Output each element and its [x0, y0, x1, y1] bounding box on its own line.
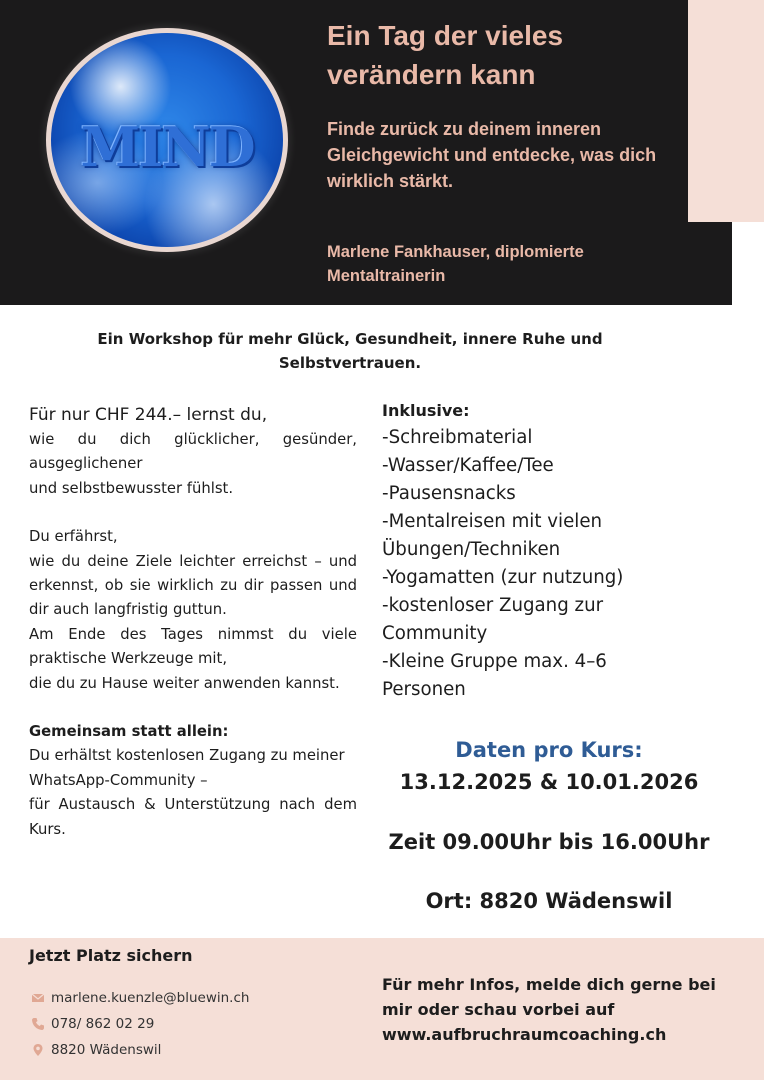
- location-text: 8820 Wädenswil: [51, 1042, 162, 1058]
- contact-location: [31, 1042, 161, 1058]
- more-info-text: Für mehr Infos, melde dich gerne bei mir oder schau vorbei auf www.aufbruchraumcoaching.ch: [382, 975, 716, 1044]
- learn-heading: Du erfährst,: [29, 528, 118, 546]
- community-heading: Gemeinsam statt allein:: [29, 723, 229, 741]
- dates-value: 13.12.2025 & 10.01.2026: [399, 770, 699, 794]
- place-info: Ort: 8820 Wädenswil: [425, 889, 673, 913]
- time-info: Zeit 09.00Uhr bis 16.00Uhr: [388, 830, 710, 854]
- included-list: [382, 424, 682, 704]
- benefit-text-end: und selbstbewusster fühlst.: [29, 479, 234, 497]
- location-pin-icon: [31, 1043, 45, 1057]
- list-item: -Schreibmaterial: [382, 427, 533, 448]
- workshop-intro: Ein Workshop für mehr Glück, Gesundheit, innere Ruhe und Selbstvertrauen.: [97, 330, 603, 372]
- included-column: [382, 398, 682, 704]
- cta-heading: Jetzt Platz sichern: [29, 946, 193, 965]
- dates-heading: Daten pro Kurs:: [455, 738, 643, 762]
- list-item: -Kleine Gruppe max. 4–6 Personen: [382, 651, 607, 700]
- contact-email[interactable]: [31, 990, 249, 1006]
- orb-logo-word: MIND: [80, 115, 254, 179]
- page-title: Ein Tag der vieles verändern kann: [327, 20, 564, 90]
- list-item: -Yogamatten (zur nutzung): [382, 567, 624, 588]
- hero-subtitle: Finde zurück zu deinem inneren Gleichgewicht und entdecke, was dich wirklich stärkt.: [327, 119, 657, 191]
- phone-icon: [31, 1017, 45, 1031]
- community-text-3: für Austausch & Unterstützung nach dem Kurs.: [29, 796, 357, 838]
- email-text: marlene.kuenzle@bluewin.ch: [51, 990, 250, 1006]
- benefit-text: wie du dich glücklicher, gesünder, ausgeglichener: [29, 431, 357, 473]
- mind-orb-logo: [46, 28, 288, 252]
- hero-accent-block: [688, 0, 764, 222]
- orb-sphere: [51, 33, 283, 247]
- community-text-2: WhatsApp-Community –: [29, 771, 208, 789]
- tools-text-end: die du zu Hause weiter anwenden kannst.: [29, 674, 340, 692]
- tools-text: Am Ende des Tages nimmst du viele praktische Werkzeuge mit,: [29, 625, 357, 668]
- list-item: -Pausensnacks: [382, 483, 516, 504]
- list-item: -Mentalreisen mit vielen Übungen/Techniken: [382, 511, 603, 560]
- learn-text: wie du deine Ziele leichter erreichst – und erkennst, ob sie wirklich zu dir passen und dir auch langfristig guttun.: [29, 552, 357, 619]
- phone-text: 078/ 862 02 29: [51, 1016, 155, 1032]
- description-column: [29, 402, 357, 842]
- list-item: -kostenloser Zugang zur Community: [382, 595, 604, 644]
- community-text-1: Du erhältst kostenlosen Zugang zu meiner: [29, 747, 345, 765]
- price-line: Für nur CHF 244.– lernst du,: [29, 405, 268, 425]
- included-heading: Inklusive:: [382, 401, 470, 420]
- hero-author: Marlene Fankhauser, diplomierte Mentaltrainerin: [327, 243, 584, 285]
- envelope-icon: [31, 991, 45, 1005]
- contact-phone[interactable]: [31, 1016, 154, 1032]
- list-item: -Wasser/Kaffee/Tee: [382, 455, 554, 476]
